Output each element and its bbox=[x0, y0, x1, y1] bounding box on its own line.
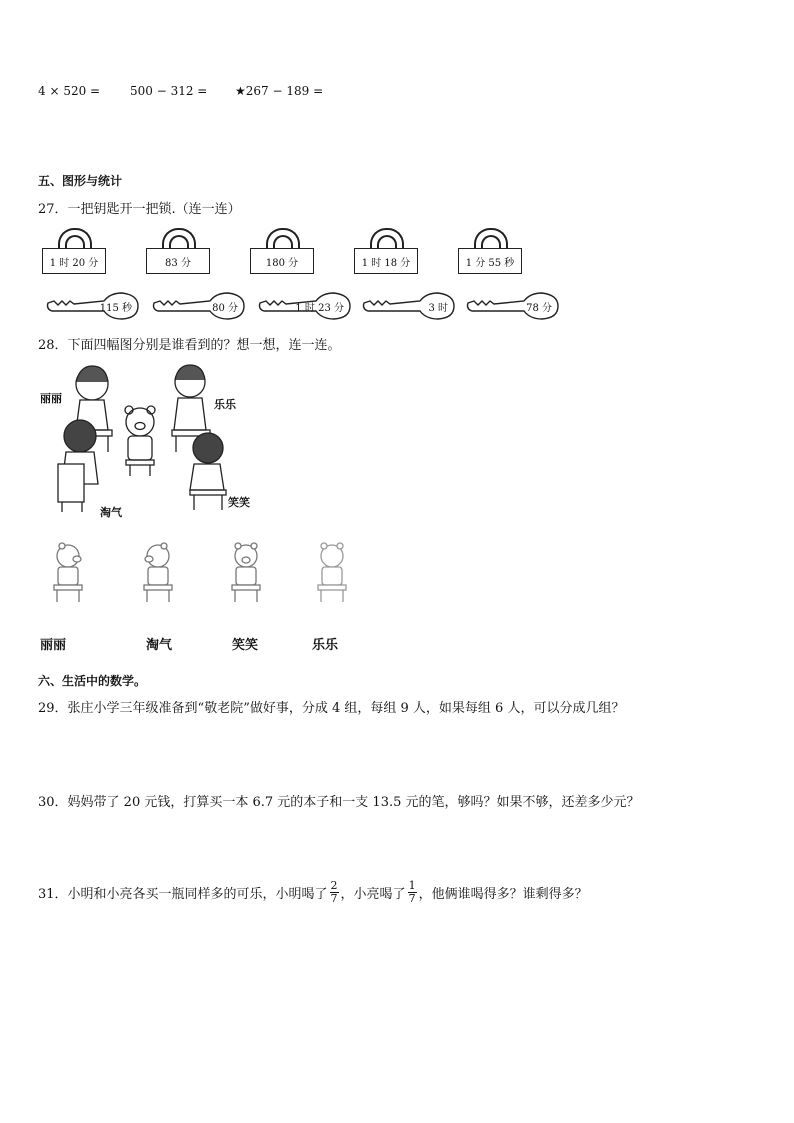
lock-4[interactable] bbox=[354, 228, 418, 274]
lock-3[interactable] bbox=[250, 228, 314, 274]
question-29: 29．张庄小学三年级准备到“敬老院”做好事，分成 4 组，每组 9 人，如果每组 6 人，可以分成几组？ bbox=[38, 701, 625, 716]
lock-shackle-icon bbox=[266, 228, 300, 250]
question-30: 30．妈妈带了 20 元钱，打算买一本 6.7 元的本子和一支 13.5 元的笔，够吗？如果不够，还差多少元？ bbox=[38, 795, 640, 810]
q31-text-1: 31．小明和小亮各买一瓶同样多的可乐，小明喝了 bbox=[38, 887, 328, 902]
view-name-2: 淘气 bbox=[146, 638, 173, 653]
key-1[interactable] bbox=[44, 291, 140, 321]
pig-view-side-left[interactable] bbox=[138, 540, 178, 604]
calc-item-2: 500 − 312 = bbox=[130, 84, 208, 98]
lock-label: 1 分 55 秒 bbox=[458, 248, 522, 274]
key-label: 1 时 23 分 bbox=[295, 303, 344, 314]
lock-label: 1 时 20 分 bbox=[42, 248, 106, 274]
pig-view-side-right[interactable] bbox=[48, 540, 88, 604]
question-28: 28．下面四幅图分别是谁看到的？想一想，连一连。 bbox=[38, 338, 341, 353]
calc-item-1: 4 × 520 = bbox=[38, 84, 101, 98]
lock-shackle-icon bbox=[162, 228, 196, 250]
fraction-two-sevenths bbox=[330, 880, 339, 905]
scene-name-lele: 乐乐 bbox=[214, 398, 236, 411]
question-27: 27．一把钥匙开一把锁.（连一连） bbox=[38, 202, 241, 217]
key-4[interactable] bbox=[360, 291, 456, 321]
pig-view-back[interactable] bbox=[312, 540, 352, 604]
lock-2[interactable] bbox=[146, 228, 210, 274]
calc-item-3: ★267 − 189 = bbox=[235, 84, 324, 98]
key-5[interactable] bbox=[464, 291, 560, 321]
key-label: 115 秒 bbox=[99, 303, 132, 314]
section6-heading: 六、生活中的数学。 bbox=[38, 674, 147, 688]
view-name-1: 丽丽 bbox=[40, 638, 67, 653]
section5-heading: 五、图形与统计 bbox=[38, 174, 123, 188]
fraction-denominator: 7 bbox=[408, 892, 416, 905]
question-31 bbox=[38, 880, 588, 905]
key-3[interactable] bbox=[256, 291, 352, 321]
children-scene-illustration bbox=[40, 360, 240, 520]
key-label: 78 分 bbox=[526, 303, 552, 314]
lock-shackle-icon bbox=[58, 228, 92, 250]
scene-name-xiaoxiao: 笑笑 bbox=[228, 496, 250, 509]
key-label: 80 分 bbox=[212, 303, 238, 314]
q31-text-2: ，小亮喝了 bbox=[340, 887, 406, 902]
lock-1[interactable] bbox=[42, 228, 106, 274]
lock-shackle-icon bbox=[474, 228, 508, 250]
lock-shackle-icon bbox=[370, 228, 404, 250]
lock-label: 180 分 bbox=[250, 248, 314, 274]
fraction-numerator: 1 bbox=[408, 879, 416, 892]
view-name-4: 乐乐 bbox=[312, 638, 339, 653]
fraction-one-seventh bbox=[408, 880, 417, 905]
fraction-numerator: 2 bbox=[330, 879, 338, 892]
scene-name-taoqi: 淘气 bbox=[100, 506, 122, 519]
fraction-denominator: 7 bbox=[330, 892, 338, 905]
lock-5[interactable] bbox=[458, 228, 522, 274]
lock-label: 1 时 18 分 bbox=[354, 248, 418, 274]
lock-label: 83 分 bbox=[146, 248, 210, 274]
key-2[interactable] bbox=[150, 291, 246, 321]
view-name-3: 笑笑 bbox=[232, 638, 259, 653]
q31-text-3: ，他俩谁喝得多？谁剩得多？ bbox=[418, 887, 588, 902]
scene-name-lili: 丽丽 bbox=[40, 392, 62, 405]
key-label: 3 时 bbox=[428, 303, 448, 314]
pig-view-front[interactable] bbox=[226, 540, 266, 604]
